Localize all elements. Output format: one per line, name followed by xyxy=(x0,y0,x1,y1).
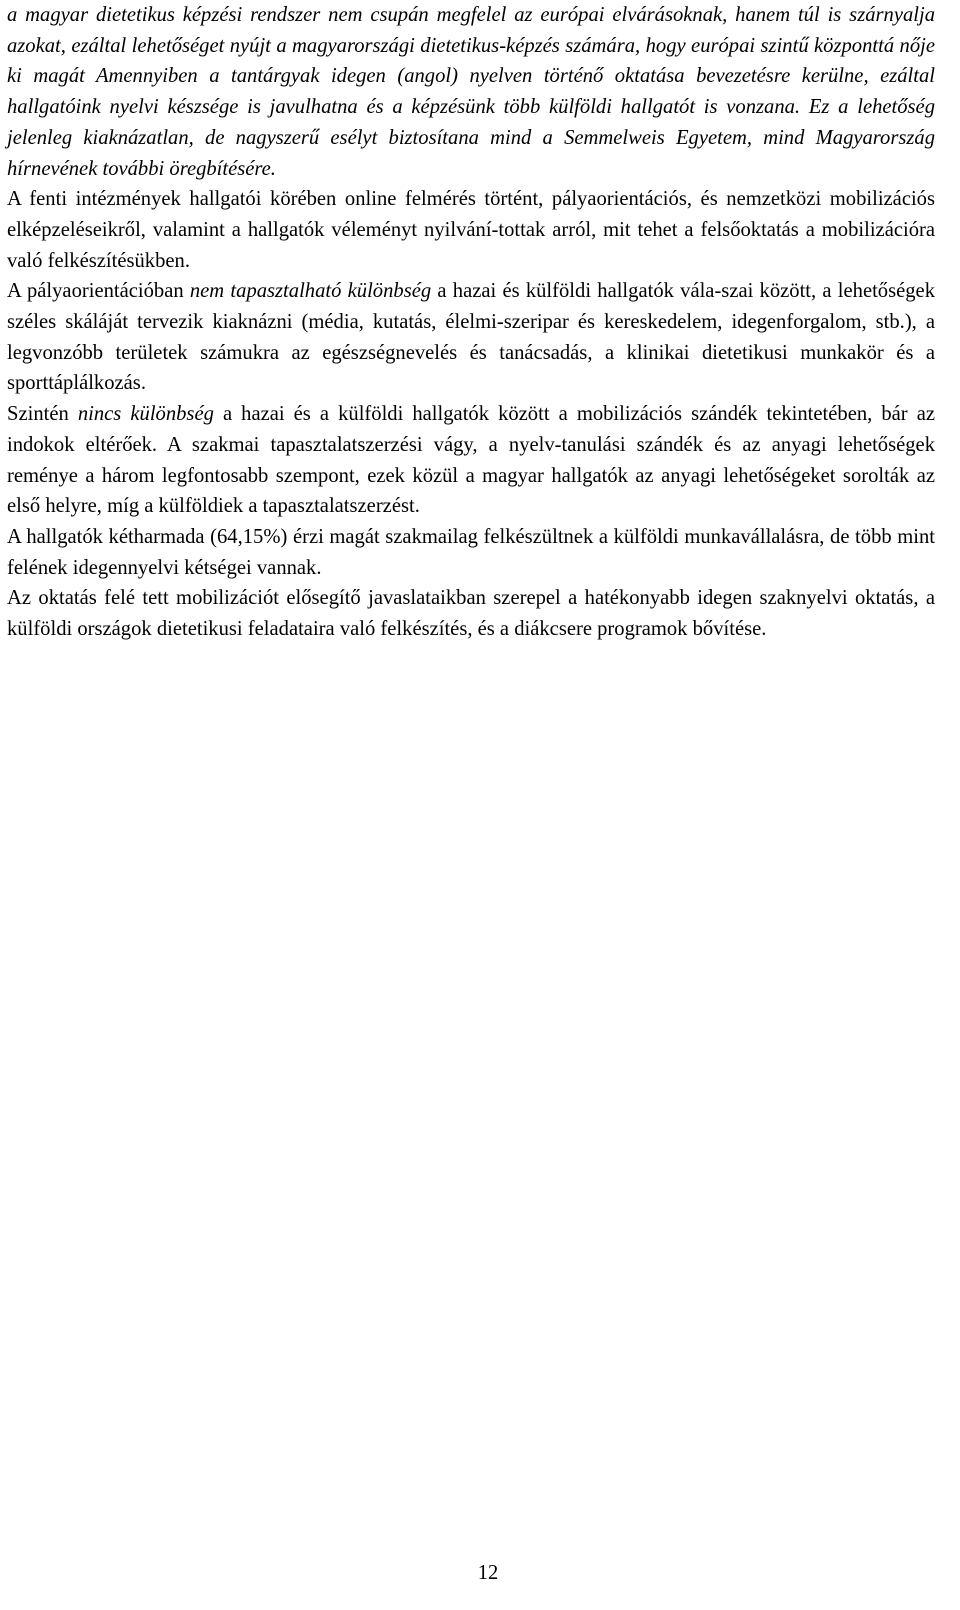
paragraph-text: Szintén xyxy=(7,403,78,426)
paragraph-suggestions xyxy=(7,583,935,644)
paragraph-intro-conclusion xyxy=(7,0,935,184)
paragraph-text: A pályaorientációban xyxy=(7,280,190,303)
paragraph-text: A hallgatók kétharmada (64,15%) érzi magát szakmailag felkészültnek a külföldi munkavállalásra, de több mint felének idegennyelvi kétségei vannak. xyxy=(7,525,935,579)
page-number: 12 xyxy=(477,1562,499,1584)
paragraph-mobility-intent xyxy=(7,399,935,522)
paragraph-text: a magyar dietetikus képzési rendszer nem csupán megfelel az európai elvárásoknak, hanem túl is szárnyalja azokat, ezáltal lehetőséget nyújt a magyarországi dietetikus-képzés számára, hogy európai szintű központtá nője ki magát Amennyiben a tantárgyak idegen (angol) nyelven történő oktatása bevezetésre kerülne, ezáltal hallgatóink nyelvi készsége is javulhatna és a képzésünk több külföldi hallgatót is vonzana. Ez a lehetőség jelenleg kiaknázatlan, de nagyszerű esélyt biztosítana mind a Semmelweis Egyetem, mind Magyarország hírnevének további öregbítésére. xyxy=(7,4,935,180)
paragraph-text: A fenti intézmények hallgatói körében online felmérés történt, pályaorientációs, és nemzetközi mobilizációs elképzeléseikről, valamint a hallgatók véleményt nyilvání-tottak arról, mit tehet a felsőoktatás a mobilizációra való felkészítésükben. xyxy=(7,188,935,272)
paragraph-survey xyxy=(7,184,935,276)
emphasis-text: nincs különbség xyxy=(77,403,214,426)
paragraph-text: Az oktatás felé tett mobilizációt elősegítő javaslataikban szerepel a hatékonyabb idegen szaknyelvi oktatás, a külföldi országok dietetikusi feladataira való felkészítés, és a diákcsere programok bővítése. xyxy=(7,587,935,641)
paragraph-text: a hazai és külföldi hallgatók vála-szai között, a lehetőségek széles skáláját tervezik kiaknázni (média, kutatás, élelmi-szeripar és kereskedelem, idegenforgalom, stb.), a legvonzóbb területek számukra az egészségnevelés és tanácsadás, a klinikai dietetikusi munkakör és a sporttáplálkozás. xyxy=(7,280,935,395)
document-page xyxy=(7,0,935,645)
paragraph-text: a hazai és a külföldi hallgatók között a mobilizációs szándék tekintetében, bár az indokok eltérőek. A szakmai tapasztalatszerzési vágy, a nyelv-tanulási szándék és az anyagi lehetőségek reménye a három legfontosabb szempont, ezek közül a magyar hallgatók az anyagi lehetőségeket sorolták az első helyre, míg a külföldiek a tapasztalatszerzést. xyxy=(7,403,936,518)
paragraph-career-orientation xyxy=(7,276,935,399)
emphasis-text: nem tapasztalható különbség xyxy=(189,280,432,303)
paragraph-preparedness xyxy=(7,522,935,583)
